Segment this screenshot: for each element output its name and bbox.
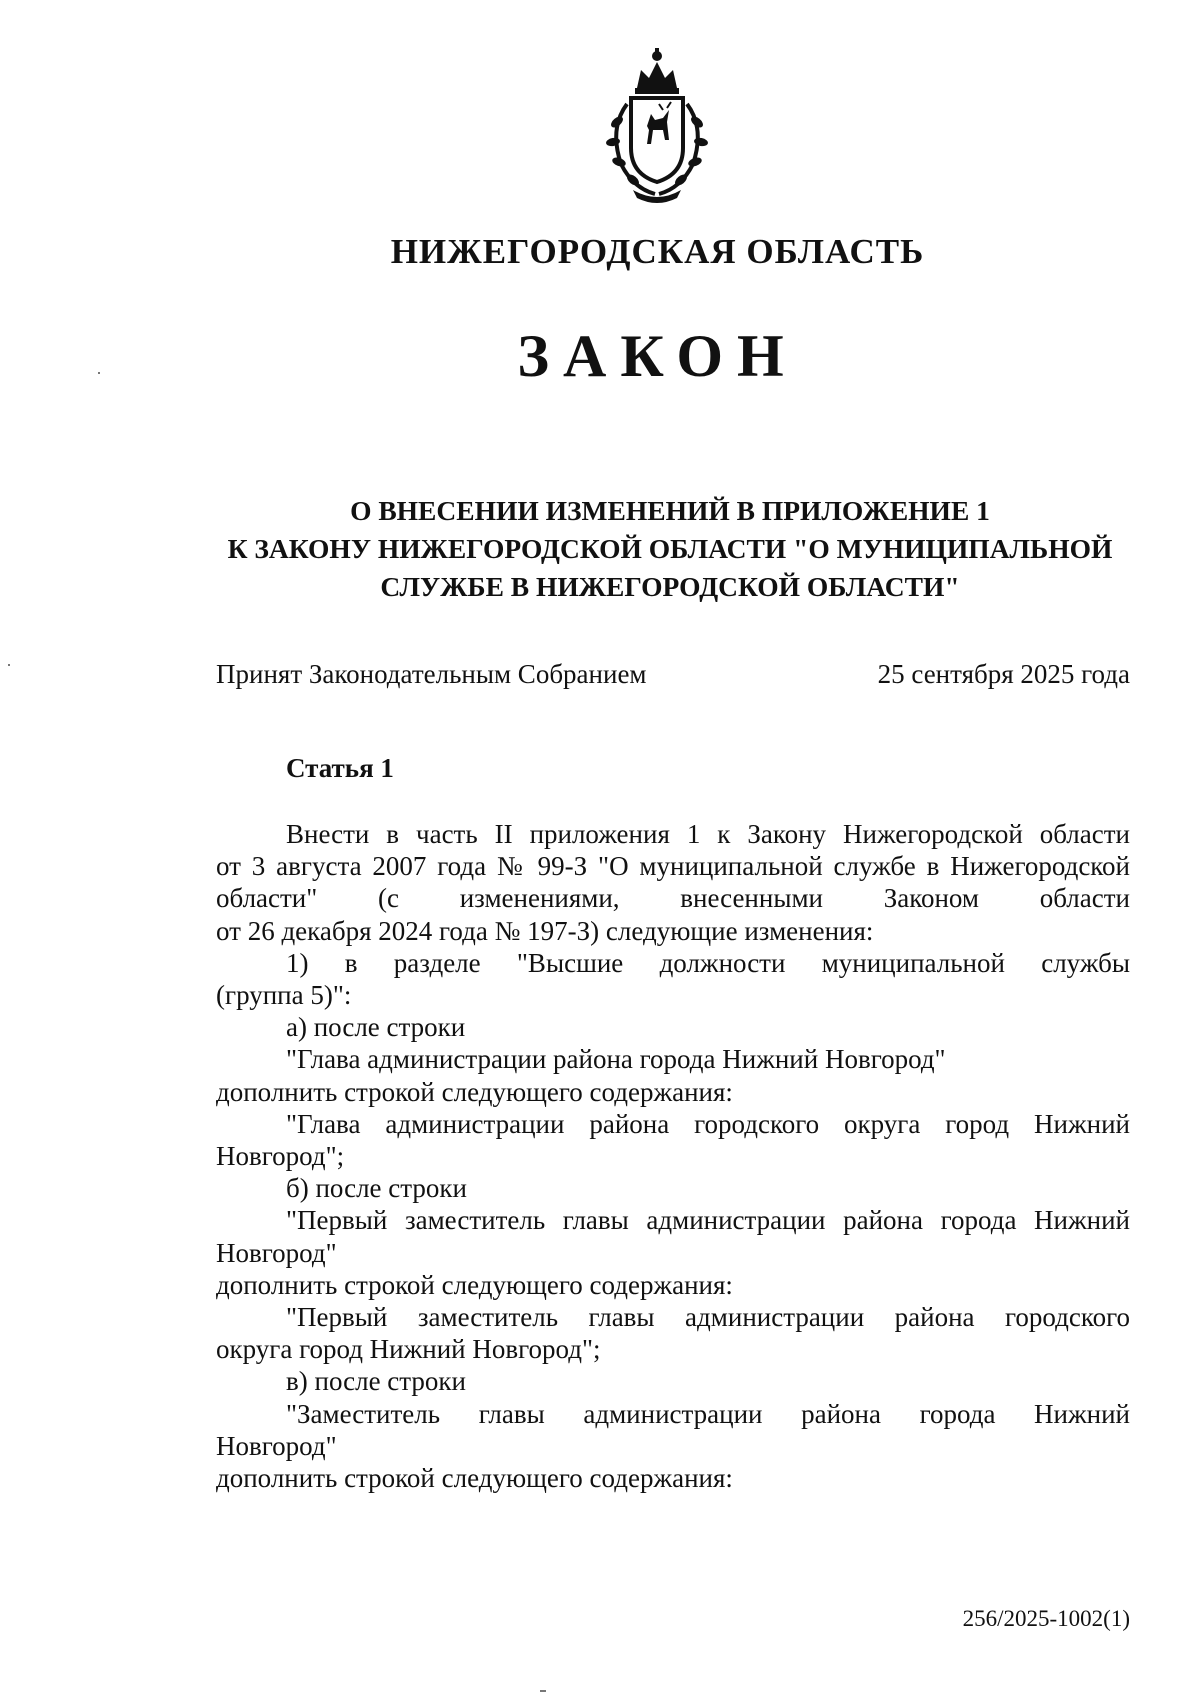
text-line: (группа 5)": <box>216 980 352 1011</box>
text-line: "Первый заместитель главы администрации района городского <box>286 1302 1130 1333</box>
text-line: б) после строки <box>286 1173 467 1204</box>
adoption-label: Принят Законодательным Собранием <box>216 659 647 689</box>
scan-speck <box>540 1690 546 1692</box>
registration-number: 256/2025-1002(1) <box>962 1606 1130 1631</box>
region-title: НИЖЕГОРОДСКАЯ ОБЛАСТЬ <box>390 232 925 271</box>
text-line: Новгород"; <box>216 1141 345 1172</box>
text-line: от 26 декабря 2024 года № 197-З) следующие изменения: <box>216 915 874 946</box>
text-line: Новгород" <box>216 1430 337 1461</box>
text-line: в) после строки <box>286 1366 466 1397</box>
article-heading: Статья 1 <box>286 753 394 783</box>
scan-speck <box>8 664 10 666</box>
subject-line: О ВНЕСЕНИИ ИЗМЕНЕНИЙ В ПРИЛОЖЕНИЕ 1 <box>350 495 990 526</box>
text-line: "Глава администрации района городского округа город Нижний <box>286 1108 1130 1139</box>
text-line: а) после строки <box>286 1012 466 1043</box>
adoption-date: 25 сентября 2025 года <box>877 659 1130 689</box>
text-line: области" (с изменениями, внесенными Законом области <box>216 883 1130 914</box>
document-type-title: ЗАКОН <box>517 323 798 389</box>
subject-line: К ЗАКОНУ НИЖЕГОРОДСКОЙ ОБЛАСТИ "О МУНИЦИПАЛЬНОЙ <box>227 533 1113 564</box>
text-line: "Глава администрации района города Нижний Новгород" <box>286 1044 946 1075</box>
text-line: дополнить строкой следующего содержания: <box>216 1269 733 1300</box>
coat-of-arms-icon <box>597 48 717 204</box>
article-body <box>216 818 1130 1494</box>
law-subject <box>210 492 1130 606</box>
text-line: 1) в разделе "Высшие должности муниципальной службы <box>286 947 1130 978</box>
scan-speck <box>98 372 100 374</box>
text-line: Новгород" <box>216 1237 337 1268</box>
adoption-line <box>216 659 1130 690</box>
subject-line: СЛУЖБЕ В НИЖЕГОРОДСКОЙ ОБЛАСТИ" <box>380 571 960 602</box>
text-line: дополнить строкой следующего содержания: <box>216 1076 733 1107</box>
text-line: от 3 августа 2007 года № 99-З "О муниципальной службе в Нижегородской <box>216 851 1130 882</box>
text-line: Внести в часть II приложения 1 к Закону Нижегородской области <box>286 819 1130 849</box>
text-line: дополнить строкой следующего содержания: <box>216 1463 733 1494</box>
text-line: "Первый заместитель главы администрации района города Нижний <box>286 1205 1130 1236</box>
text-line: "Заместитель главы администрации района города Нижний <box>286 1398 1130 1429</box>
text-line: округа город Нижний Новгород"; <box>216 1334 601 1365</box>
